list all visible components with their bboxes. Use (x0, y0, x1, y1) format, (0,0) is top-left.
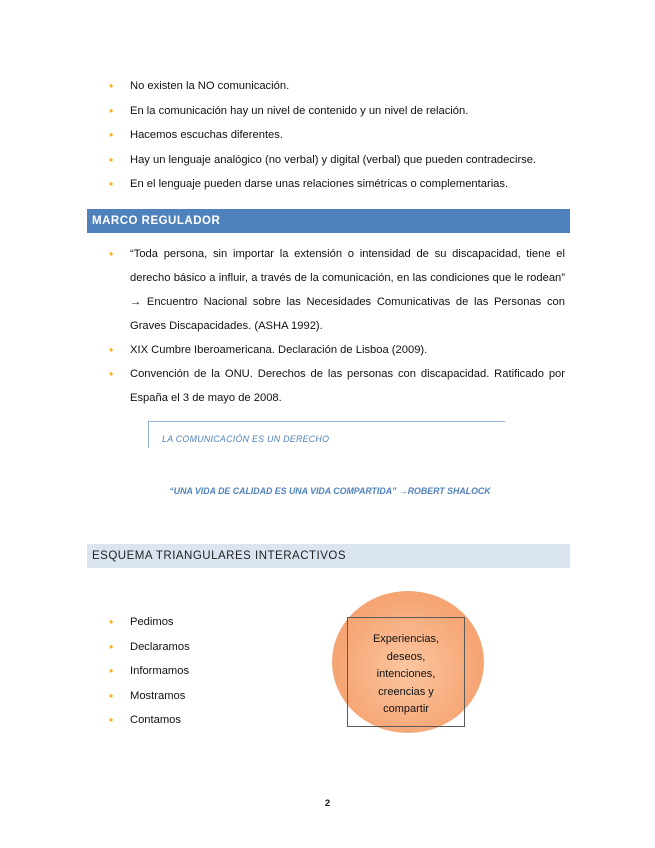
list-item: • Contamos (90, 710, 290, 735)
esquema-list (90, 612, 290, 735)
marco-regulador-heading: MARCO REGULADOR (87, 209, 570, 233)
list-item: • Hay un lenguaje analógico (no verbal) y digital (verbal) que pueden contradecirse. (90, 150, 570, 175)
list-item: • No existen la NO comunicación. (90, 76, 570, 101)
list-item: • Convención de la ONU. Derechos de las personas con discapacidad. Ratificado por España el 3 de mayo de 2008. (90, 362, 565, 410)
diagram-text: Experiencias, deseos, intenciones, creencias y compartir (372, 633, 440, 715)
bullet-icon: • (109, 367, 114, 381)
interaction-diagram (332, 591, 484, 733)
list-item: • En la comunicación hay un nivel de contenido y un nivel de relación. (90, 101, 570, 126)
list-item: • Hacemos escuchas diferentes. (90, 125, 570, 150)
bullet-icon: • (109, 688, 114, 703)
page-number: 2 (324, 798, 331, 809)
bullet-icon: • (109, 152, 114, 167)
bullet-icon: • (109, 247, 114, 261)
list-item: • Informamos (90, 661, 290, 686)
list-item: • Pedimos (90, 612, 290, 637)
list-item: • Declaramos (90, 637, 290, 662)
list-item: • Mostramos (90, 686, 290, 711)
bullet-icon: • (109, 79, 114, 93)
esquema-heading: ESQUEMA TRIANGULARES INTERACTIVOS (87, 544, 570, 568)
list-item: • En el lenguaje pueden darse unas relaciones simétricas o complementarias. (90, 174, 570, 199)
quote-text: LA COMUNICACIÓN ES UN DERECHO (162, 434, 330, 444)
list-item: • “Toda persona, sin importar la extensión o intensidad de su discapacidad, tiene el derecho básico a influir, a través de la comunicación, en las condiciones que le rodean” → Encuentro Nacional sobre las Necesidades Comunicativas de las Personas con Graves Discapacidades. (ASHA 1992). (90, 242, 565, 338)
bullet-icon: • (109, 343, 114, 357)
list-item: • XIX Cumbre Iberoamericana. Declaración de Lisboa (2009). (90, 338, 565, 362)
bullet-icon: • (109, 103, 114, 118)
marco-regulador-list (90, 242, 565, 410)
intro-bullet-list (90, 76, 570, 199)
bullet-icon: • (109, 177, 114, 191)
quote-box (148, 421, 505, 448)
bullet-icon: • (109, 128, 114, 142)
bullet-icon: • (109, 615, 114, 629)
bullet-icon: • (109, 639, 114, 654)
intense-quote: “UNA VIDA DE CALIDAD ES UNA VIDA COMPARTIDA” →ROBERT SHALOCK (169, 486, 491, 496)
bullet-icon: • (109, 713, 114, 727)
bullet-icon: • (109, 664, 114, 678)
